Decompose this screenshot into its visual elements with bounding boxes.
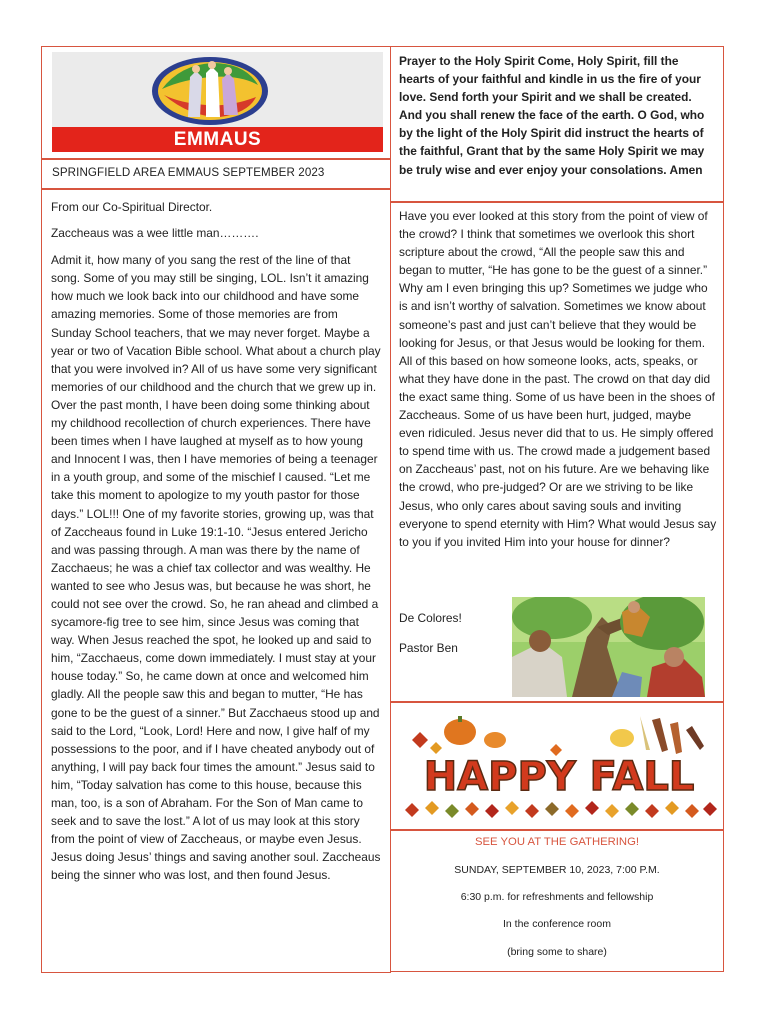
prayer-text: Prayer to the Holy Spirit Come, Holy Spirit, fill the hearts of your faithful and kindle in us the fire of your love. Send forth your Spirit and we shall be created. And you shall renew the face of the earth. O God, who by the light of the Holy Spirit did instruct the hearts of the faithful, Grant that by the same Holy Spirit we may be truly wise and ever enjoy your consolations. Amen: [399, 54, 705, 177]
logo-wordmark: EMMAUS: [173, 129, 262, 150]
article-tagline: Zaccheaus was a wee little man……….: [51, 226, 259, 241]
right-article: [399, 207, 717, 551]
event-date: SUNDAY, SEPTEMBER 10, 2023, 7:00 P.M.: [454, 864, 660, 876]
signature: Pastor Ben: [399, 641, 458, 655]
happy-fall-illustration: [400, 710, 718, 824]
closing-line: De Colores!: [399, 611, 462, 625]
newsletter-title: SPRINGFIELD AREA EMMAUS SEPTEMBER 2023: [52, 166, 325, 179]
article-intro: From our Co-Spiritual Director.: [51, 200, 213, 214]
main-article: [51, 198, 381, 884]
emmaus-logo-icon: [150, 55, 270, 127]
event-location: In the conference room: [503, 918, 611, 930]
event-note: (bring some to share): [507, 946, 607, 958]
zacchaeus-illustration: [512, 597, 705, 697]
event-refreshments: 6:30 p.m. for refreshments and fellowship: [460, 891, 654, 903]
event-heading: SEE YOU AT THE GATHERING!: [474, 836, 640, 848]
article-body: Admit it, how many of you sang the rest of the line of that song. Some of you may still be singing, LOL. Isn’t it amazing how much we look back into our childhood and have some amazing memories. Some of those memories are from Sunday School teachers, that we may never forget. Maybe a year or two of Vacation Bible school. What about a church play that you were involved in? All of us have some very significant memories of our childhood and the church that we grew up in. Over the past month, I have been doing some thinking about my childhood recollection of church experiences. There have been times when I have laughed at myself as to how young and Innocent I was, then I have memories of being a teenager in a youth group, and some of the mischief I caused. “Let me take this moment to apologize to my youth pastor for those days.” LOL!!! One of my favorite stories, growing up, was that of Zaccheaus found in Luke 19:1-10. “Jesus entered Jericho and was passing through. A man was there by the name of Zacchaeus; he was a chief tax collector and was wealthy. He wanted to see who Jesus was, but because he was short, he could not see over the crowd. So, he ran ahead and climbed a sycamore-fig tree to see him, since Jesus was coming that way. When Jesus reached the spot, he looked up and said to him, “Zacchaeus, come down immediately. I must stay at your house today.” So, he came down at once and welcomed him gladly. All the people saw this and began to mutter, “He has gone to be the guest of a sinner.” But Zacchaeus stood up and said to the Lord, “Look, Lord! Here and now, I give half of my possessions to the poor, and if I have cheated anybody out of anything, I will pay back four times the amount.” Jesus said to him, “Today salvation has come to this house, because this man, too, is a son of Abraham. For the Son of Man came to seek and to save the lost.” A lot of us may look at this story from the point of view of Zaccheaus, or maybe even Jesus. Jesus doing Jesus’ things and saving another soul. Zaccheaus being the sinner who was lost, and then found Jesus.: [51, 253, 381, 883]
right-article-body: Have you ever looked at this story from the point of view of the crowd? I think that sometimes we overlook this short scripture about the crowd, “All the people saw this and began to mutter, “He has gone to be the guest of a sinner.” Why am I even bringing this up? Sometimes we judge who is and isn’t worthy of salvation. Sometimes we know about someone’s past and just can’t believe that they would be looking for Jesus, or that Jesus would be looking for them. All of this based on how someone looks, acts, speaks, or what they have done in the past. The crowd on that day did the exact same thing. Some of us have been in the shoes of Zaccheaus. Some of us have been hurt, judged, maybe even ridiculed. Jesus never did that to us. He simply offered to spend time with us. The crowd made a judgement based on Zaccheaus’ past, not on his future. Are we behaving like the crowd, who pre-judged? Or are we striving to be like Jesus, who only cares about saving souls and inviting everyone to spend eternity with Him? What would Jesus say to you if you invited Him into your house for dinner?: [399, 209, 717, 549]
happy-fall-text: HAPPY FALL: [423, 754, 695, 800]
